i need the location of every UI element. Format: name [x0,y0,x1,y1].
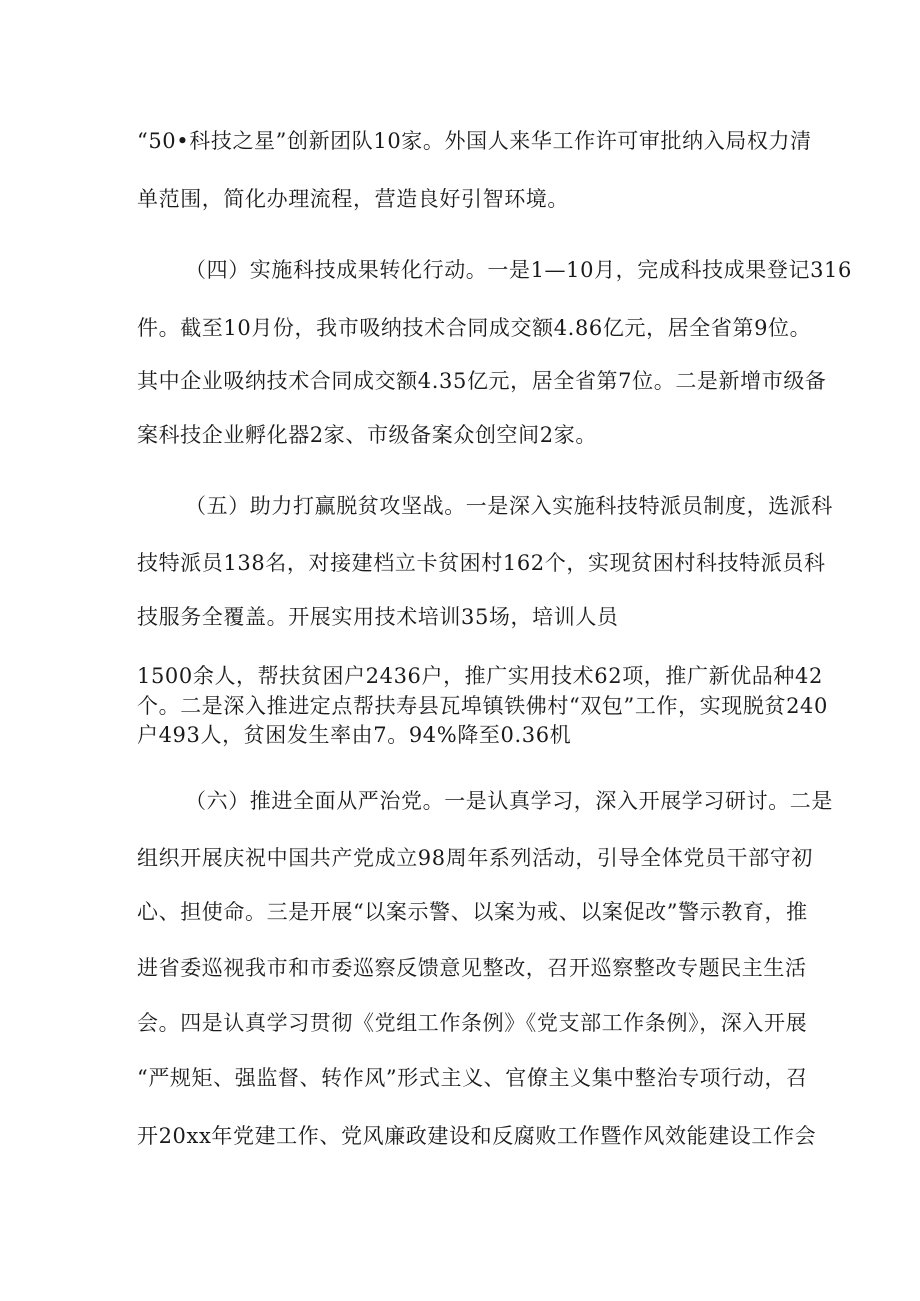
text-line: 1500余人，帮扶贫困户2436户，推广实用技术62项，推广新优品种42 [137,664,823,688]
text-line: 技特派员138名，对接建档立卡贫困村162个，实现贫困村科技特派员科 [137,551,826,575]
text-line: 会。四是认真学习贯彻《党组工作条例》《党支部工作条例》，深入开展 [137,1011,808,1035]
text-line: 件。截至10月份，我市吸纳技术合同成交额4.86亿元，居全省第9位。 [137,316,812,340]
text-line: 开20xx年党建工作、党风廉政建设和反腐败工作暨作风效能建设工作会 [137,1124,817,1148]
text-line: 组织开展庆祝中国共产党成立98周年系列活动，引导全体党员干部守初 [137,846,813,870]
text-line: “严规矩、强监督、转作风”形式主义、官僚主义集中整治专项行动，召 [137,1066,808,1090]
text-line: （六）推进全面从严治党。一是认真学习，深入开展学习研讨。二是 [185,789,833,813]
text-line: （五）助力打赢脱贫攻坚战。一是深入实施科技特派员制度，选派科 [185,494,833,518]
text-line: 个。二是深入推进定点帮扶寿县瓦埠镇铁佛村“双包”工作，实现脱贫240 [137,694,828,718]
text-line: 户493人，贫困发生率由7。94%降至0.36机 [137,723,572,747]
text-line: 案科技企业孵化器2家、市级备案众创空间2家。 [137,423,597,447]
text-line: 单范围，简化办理流程，营造良好引智环境。 [137,187,569,211]
text-line: （四）实施科技成果转化行动。一是1—10月，完成科技成果登记316 [185,258,852,282]
text-line: 其中企业吸纳技术合同成交额4.35亿元，居全省第7位。二是新增市级备 [137,369,827,393]
text-line: 技服务全覆盖。开展实用技术培训35场，培训人员 [137,605,619,629]
text-line: 进省委巡视我市和市委巡察反馈意见整改，召开巡察整改专题民主生活 [137,956,807,980]
text-line: “50•科技之星”创新团队10家。外国人来华工作许可审批纳入局权力清 [137,129,812,153]
text-line: 心、担使命。三是开展“以案示警、以案为戒、以案促改”警示教育，推 [137,900,808,924]
